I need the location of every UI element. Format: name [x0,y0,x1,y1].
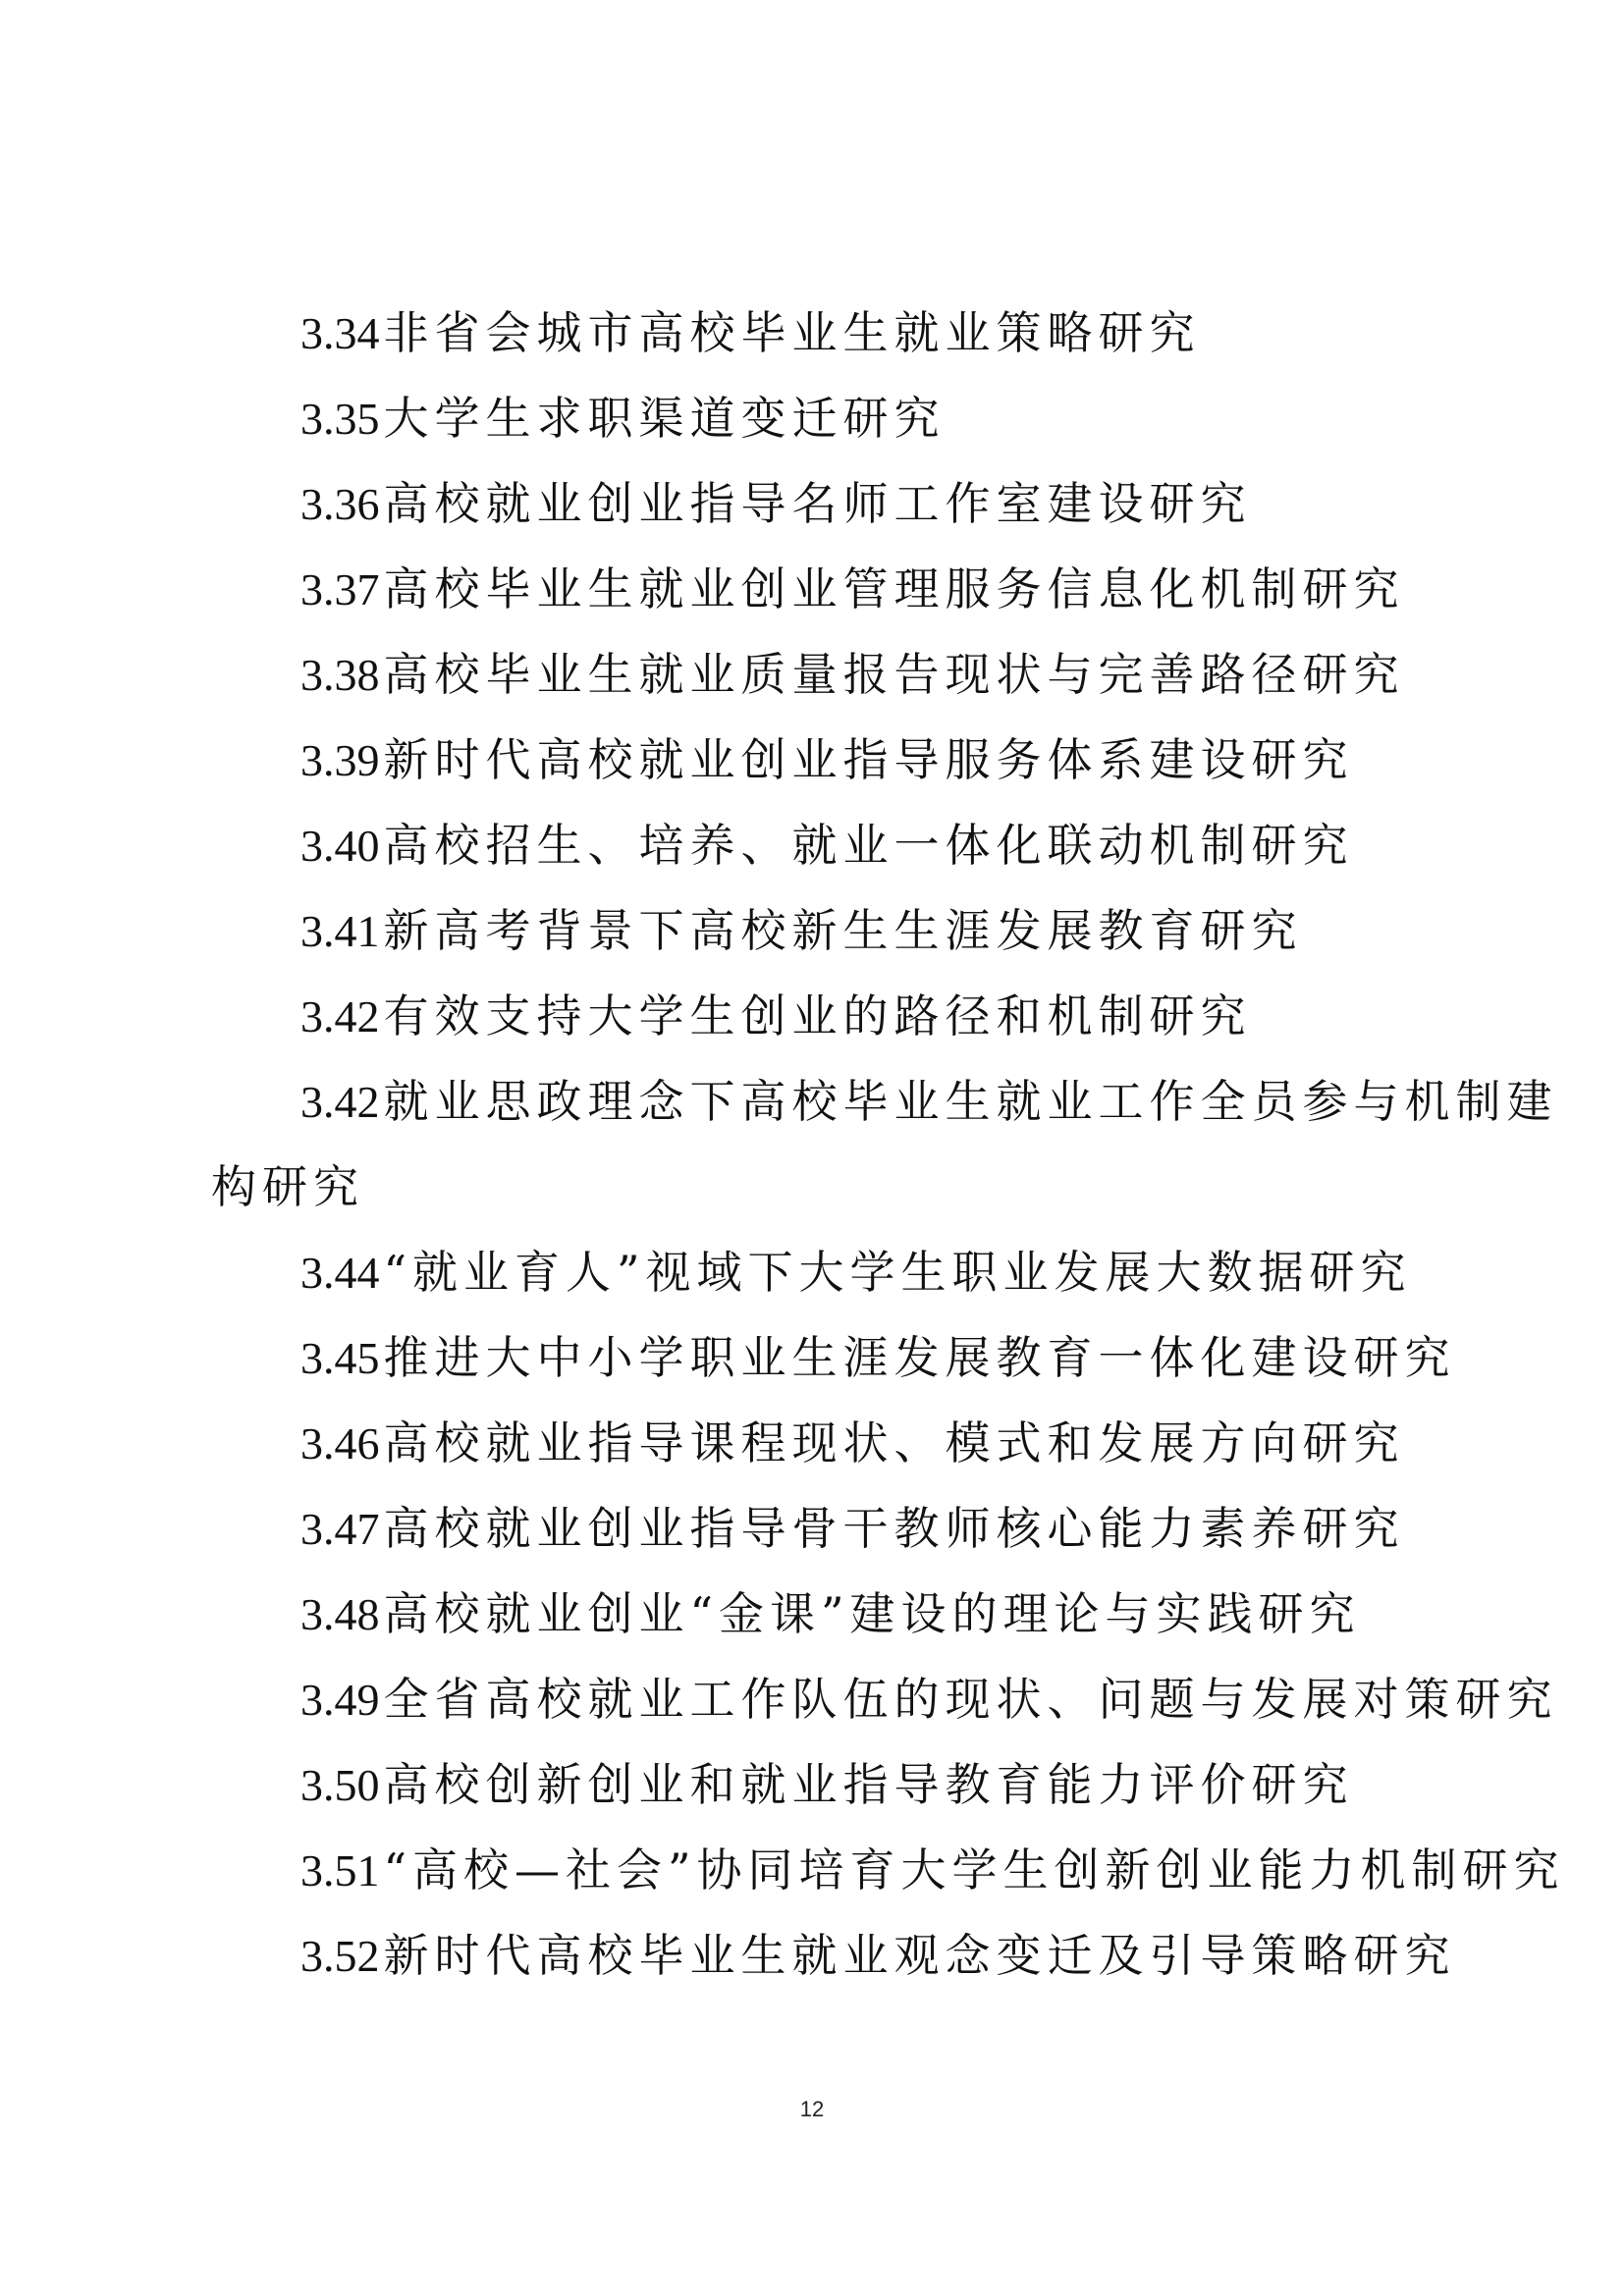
list-item [0,1329,1624,1387]
list-item [0,1244,1624,1302]
item-text: 高校毕业生就业质量报告现状与完善路径研究 [383,648,1405,701]
list-item [0,1671,1624,1729]
list-item [0,1073,1624,1131]
item-number: 3.52 [300,1931,380,1981]
item-text: 全省高校就业工作队伍的现状、问题与发展对策研究 [383,1673,1558,1726]
item-text: 新时代高校毕业生就业观念变迁及引导策略研究 [383,1929,1456,1982]
list-item-continuation [0,1158,1624,1215]
item-text: 高校就业创业“金课”建设的理论与实践研究 [383,1587,1361,1640]
list-item [0,475,1624,533]
list-item [0,1585,1624,1643]
item-number: 3.46 [300,1418,380,1468]
page-number: 12 [799,2097,825,2121]
item-text: 高校就业创业指导名师工作室建设研究 [383,477,1252,530]
item-text: 新时代高校就业创业指导服务体系建设研究 [383,733,1354,786]
list-item [0,1756,1624,1814]
list-item [0,731,1624,789]
list-item [0,1500,1624,1558]
item-text: 有效支持大学生创业的路径和机制研究 [383,989,1252,1042]
item-number: 3.44 [300,1248,380,1298]
item-text: “高校—社会”协同培育大学生创新创业能力机制研究 [383,1843,1565,1896]
item-number: 3.51 [300,1845,380,1896]
list-item [0,902,1624,960]
item-text: 就业思政理念下高校毕业生就业工作全员参与机制建 [383,1075,1558,1128]
list-item [0,1842,1624,1899]
item-text: 高校就业指导课程现状、模式和发展方向研究 [383,1416,1405,1469]
item-number: 3.38 [300,650,380,700]
item-number: 3.48 [300,1589,380,1639]
item-number: 3.39 [300,735,380,785]
item-number: 3.40 [300,821,380,871]
item-number: 3.50 [300,1760,380,1810]
list-item [0,561,1624,618]
item-text: 大学生求职渠道变迁研究 [383,392,946,445]
item-number: 3.41 [300,906,380,956]
item-number: 3.47 [300,1504,380,1554]
item-number: 3.37 [300,564,380,614]
item-text-continuation: 构研究 [211,1160,364,1213]
list-item [0,646,1624,704]
item-text: 高校创新创业和就业指导教育能力评价研究 [383,1758,1354,1811]
item-text: 高校毕业生就业创业管理服务信息化机制研究 [383,562,1405,615]
item-number: 3.34 [300,308,380,358]
item-text: 推进大中小学职业生涯发展教育一体化建设研究 [383,1331,1456,1384]
item-number: 3.42 [300,991,380,1041]
item-number: 3.49 [300,1675,380,1725]
item-number: 3.35 [300,394,380,444]
item-number: 3.42 [300,1077,380,1127]
item-text: 高校就业创业指导骨干教师核心能力素养研究 [383,1502,1405,1555]
item-text: 新高考背景下高校新生生涯发展教育研究 [383,904,1303,957]
item-text: “就业育人”视域下大学生职业发展大数据研究 [383,1246,1412,1299]
list-item [0,817,1624,875]
item-text: 非省会城市高校毕业生就业策略研究 [383,306,1201,359]
list-item [0,390,1624,448]
list-item [0,304,1624,362]
list-item [0,1927,1624,1985]
list-item [0,988,1624,1045]
item-number: 3.45 [300,1333,380,1383]
item-text: 高校招生、培养、就业一体化联动机制研究 [383,819,1354,872]
item-number: 3.36 [300,479,380,529]
list-item [0,1415,1624,1472]
